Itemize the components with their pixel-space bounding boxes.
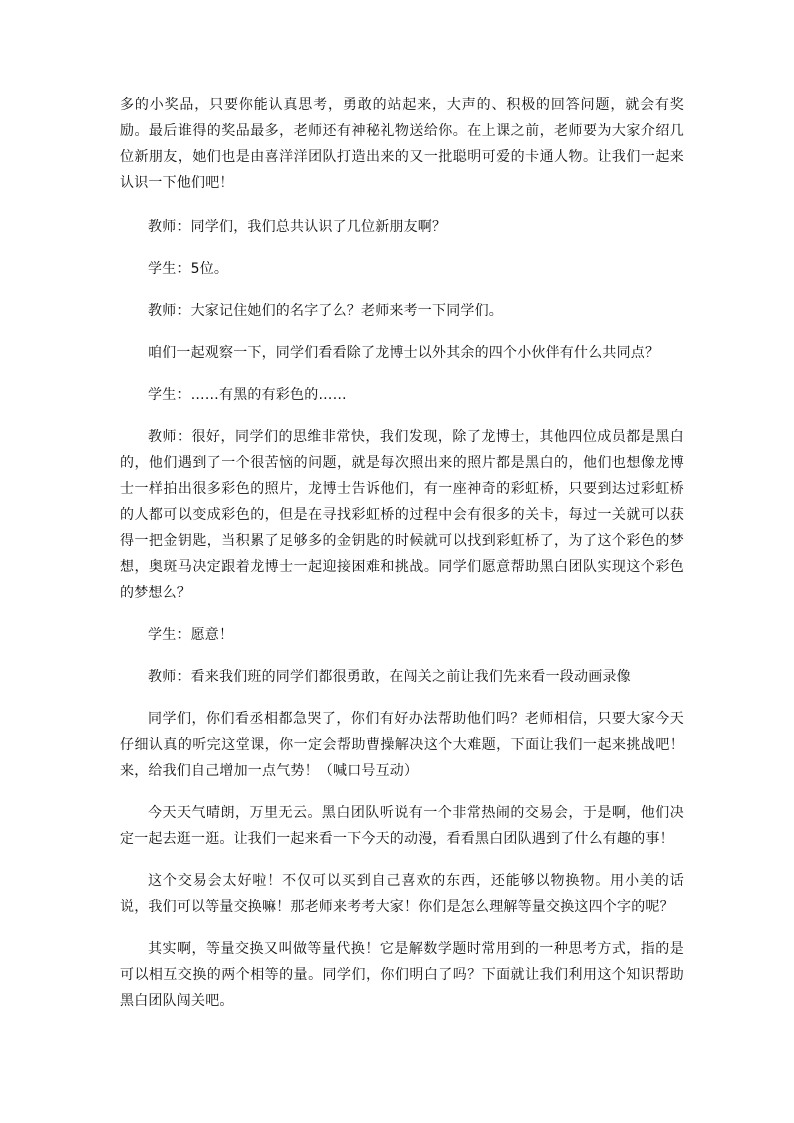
paragraph-rainbow-story: 教师：很好，同学们的思维非常快，我们发现，除了龙博士，其他四位成员都是黑白的，他们遇到了一个很苦恼的问题，就是每次照出来的照片都是黑白的，他们也想像龙博士一样拍出很多彩色的照片，龙博士告诉他们，有一座神奇的彩虹桥，只要到达过彩虹桥的人都可以变成彩色的，但是在寻找彩虹桥的过程中会有很多的关卡，每过一关就可以获得一把金钥匙，当积累了足够多的金钥匙的时候就可以找到彩虹桥了，为了这个彩色的梦想，奥斑马决定跟着龙博士一起迎接困难和挑战。同学们愿意帮助黑白团队实现这个彩色的梦想么？ xyxy=(120,429,684,601)
paragraph-student-colors: 学生：……有黑的有彩色的…… xyxy=(148,387,347,403)
paragraph-challenge: 同学们，你们看丞相都急哭了，你们有好办法帮助他们吗？老师相信，只要大家今天仔细认真的听完这堂课，你一定会帮助曹操解决这个大难题，下面让我们一起来挑战吧！来，给我们自己增加一点气势！（喊口号互动） xyxy=(120,711,684,779)
paragraph-observe: 咱们一起观察一下，同学们看看除了龙博士以外其余的四个小伙伴有什么共同点？ xyxy=(148,345,660,361)
paragraph-teacher-names: 教师：大家记住她们的名字了么？老师来考一下同学们。 xyxy=(148,303,503,319)
document-page xyxy=(120,92,684,1014)
paragraph-intro: 多的小奖品，只要你能认真思考，勇敢的站起来，大声的、积极的回答问题，就会有奖励。最后谁得的奖品最多，老师还有神秘礼物送给你。在上课之前，老师要为大家介绍几位新朋友，她们也是由喜洋洋团队打造出来的又一批聪明可爱的卡通人物。让我们一起来认识一下他们吧！ xyxy=(120,97,684,191)
paragraph-animation: 教师：看来我们班的同学们都很勇敢，在闯关之前让我们先来看一段动画录像 xyxy=(148,669,631,685)
paragraph-fair: 今天天气晴朗，万里无云。黑白团队听说有一个非常热闹的交易会，于是啊，他们决定一起去逛一逛。让我们一起来看一下今天的动漫，看看黑白团队遇到了什么有趣的事！ xyxy=(120,805,684,847)
paragraph-substitution: 其实啊，等量交换又叫做等量代换！它是解数学题时常用到的一种思考方式，指的是可以相互交换的两个相等的量。同学们，你们明白了吗？下面就让我们利用这个知识帮助黑白团队闯关吧。 xyxy=(120,941,684,1009)
paragraph-exchange: 这个交易会太好啦！不仅可以买到自己喜欢的东西，还能够以物换物。用小美的话说，我们可以等量交换嘛！那老师来考考大家！你们是怎么理解等量交换这四个字的呢？ xyxy=(120,873,684,915)
paragraph-teacher-question: 教师：同学们，我们总共认识了几位新朋友啊？ xyxy=(148,219,447,235)
paragraph-student-answer: 学生：5位。 xyxy=(148,261,229,277)
paragraph-student-willing: 学生：愿意！ xyxy=(148,627,234,643)
